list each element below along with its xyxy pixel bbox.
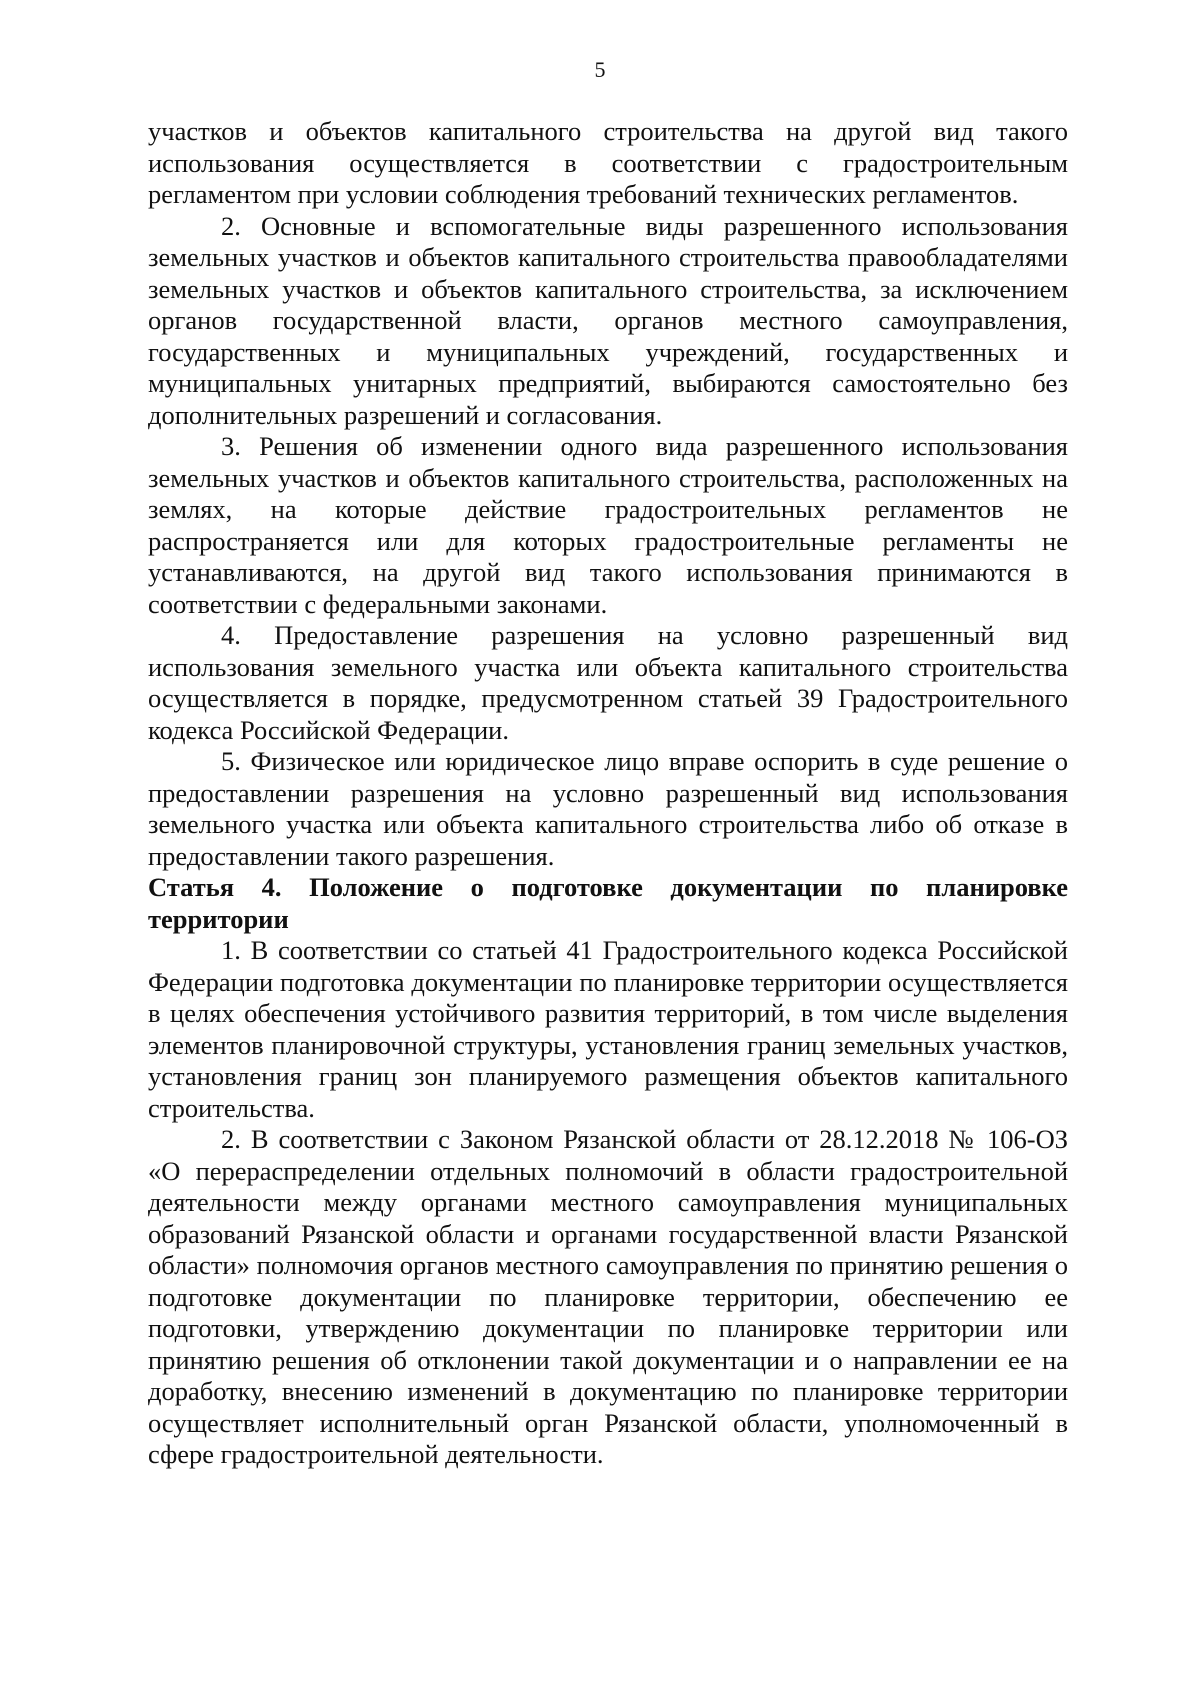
page-number: 5	[594, 57, 606, 82]
article4-item-2: 2. В соответствии с Законом Рязанской области от 28.12.2018 № 106-ОЗ «О перераспределении отдельных полномочий в области градостроительной деятельности между органами местного самоуправления муниципальных образований Рязанской области и органами государственной власти Рязанской области» полномочия органов местного самоуправления по принятию решения о подготовке документации по планировке территории, обеспечению ее подготовки, утверждению документации по планировке территории или принятию решения об отклонении такой документации и о направлении ее на доработку, внесению изменений в документацию по планировке территории осуществляет исполнительный орган Рязанской области, уполномоченный в сфере градостроительной деятельности.	[148, 1124, 1068, 1469]
article4-heading: Статья 4. Положение о подготовке документации по планировке территории	[148, 872, 1068, 934]
article3-item-2: 2. Основные и вспомогательные виды разрешенного использования земельных участков и объектов капитального строительства правообладателями земельных участков и объектов капитального строительства, за исключением органов государственной власти, органов местного самоуправления, государственных и муниципальных учреждений, государственных и муниципальных унитарных предприятий, выбираются самостоятельно без дополнительных разрешений и согласования.	[148, 210, 1068, 430]
article4-item-1: 1. В соответствии со статьей 41 Градостроительного кодекса Российской Федерации подготовка документации по планировке территории осуществляется в целях обеспечения устойчивого развития территорий, в том числе выделения элементов планировочной структуры, установления границ земельных участков, установления границ зон планируемого размещения объектов капитального строительства.	[148, 935, 1068, 1123]
document-body	[148, 116, 1068, 1471]
article3-continuation-paragraph: участков и объектов капитального строительства на другой вид такого использования осуществляется в соответствии с градостроительным регламентом при условии соблюдения требований технических регламентов.	[148, 116, 1068, 209]
article3-item-4: 4. Предоставление разрешения на условно разрешенный вид использования земельного участка или объекта капитального строительства осуществляется в порядке, предусмотренном статьей 39 Градостроительного кодекса Российской Федерации.	[148, 620, 1068, 745]
article3-item-5: 5. Физическое или юридическое лицо вправе оспорить в суде решение о предоставлении разрешения на условно разрешенный вид использования земельного участка или объекта капитального строительства либо об отказе в предоставлении такого разрешения.	[148, 746, 1068, 871]
article3-item-3: 3. Решения об изменении одного вида разрешенного использования земельных участков и объектов капитального строительства, расположенных на землях, на которые действие градостроительных регламентов не распространяется или для которых градостроительные регламенты не устанавливаются, на другой вид такого использования принимаются в соответствии с федеральными законами.	[148, 431, 1068, 619]
